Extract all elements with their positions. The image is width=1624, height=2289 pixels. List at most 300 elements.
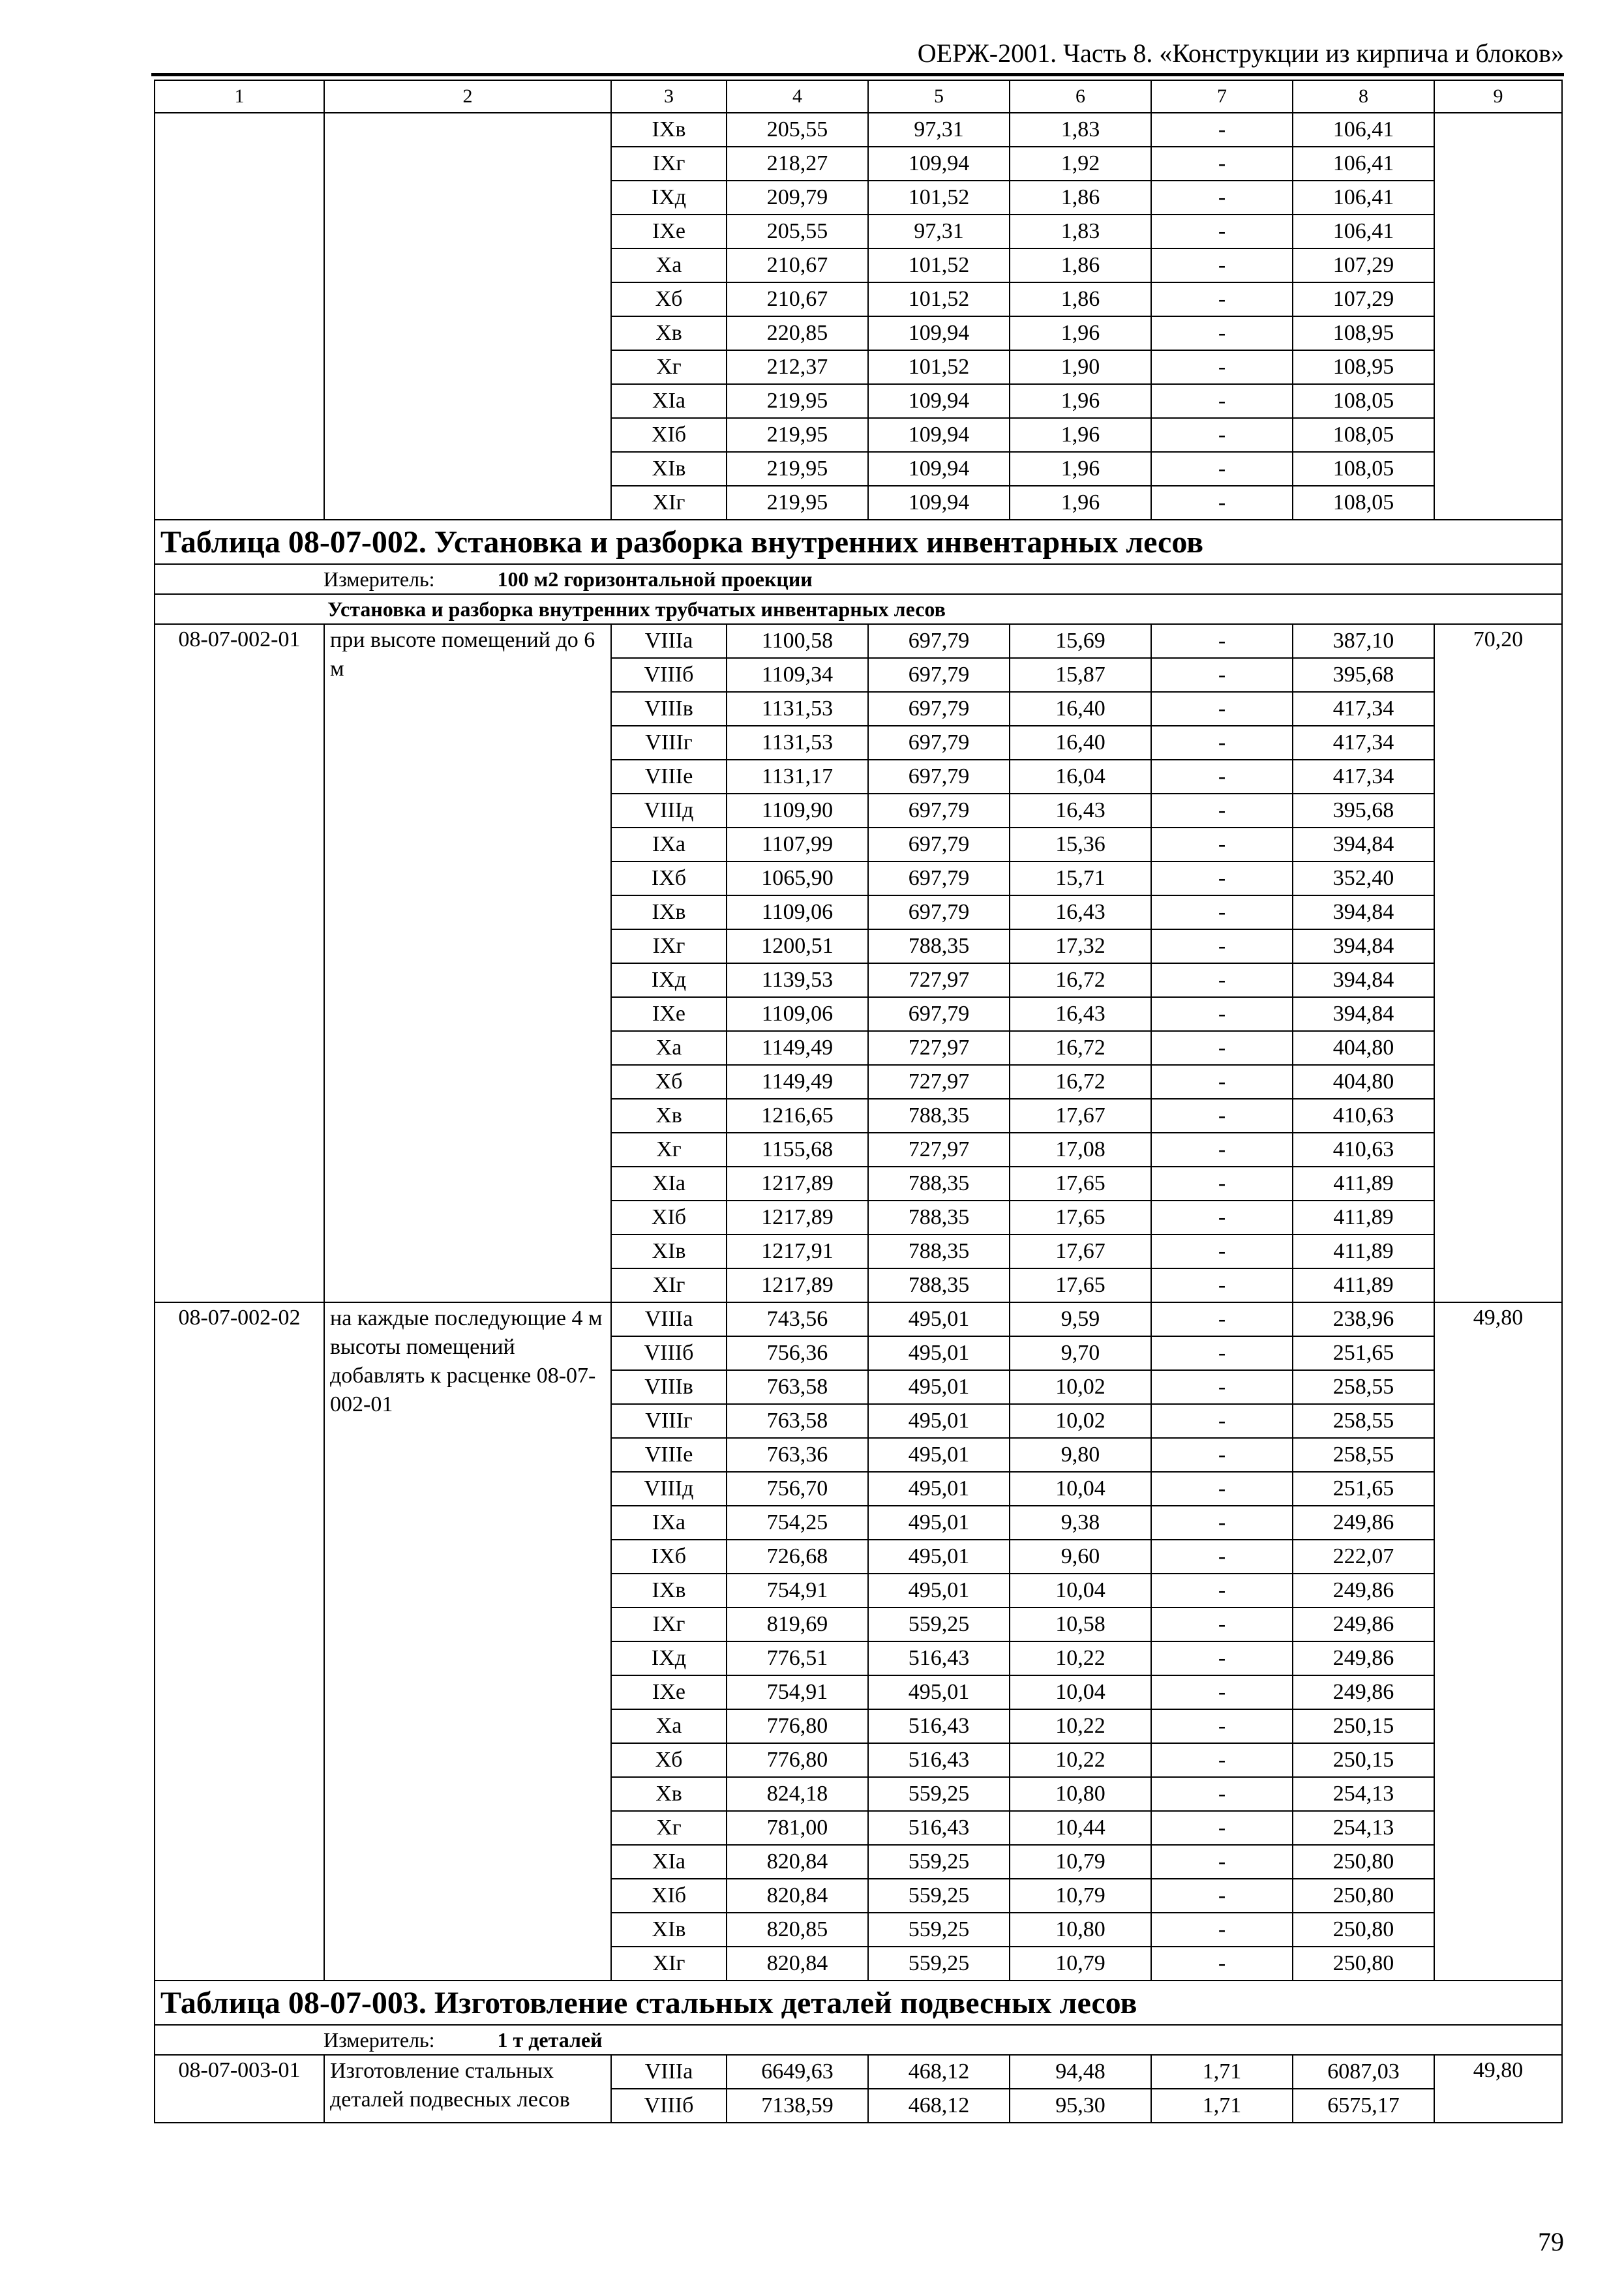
- materials-cost-cell: 108,05: [1293, 452, 1434, 486]
- table-title: [155, 1981, 1562, 2025]
- machine-cost-cell: 10,22: [1010, 1709, 1151, 1743]
- materials-cost-cell: 395,68: [1293, 658, 1434, 692]
- zone-cell: IXе: [611, 997, 727, 1031]
- direct-cost-cell: 820,84: [727, 1845, 868, 1879]
- machine-cost-cell: 10,79: [1010, 1879, 1151, 1913]
- direct-cost-cell: 763,36: [727, 1438, 868, 1472]
- labor-cost-cell: 697,79: [868, 828, 1010, 861]
- machine-cost-cell: 16,72: [1010, 1031, 1151, 1065]
- labor-cost-cell: 109,94: [868, 418, 1010, 452]
- machine-cost-cell: 15,87: [1010, 658, 1151, 692]
- machine-wage-cell: -: [1151, 929, 1293, 963]
- measure-unit-row: [155, 564, 1562, 594]
- machine-wage-cell: -: [1151, 113, 1293, 147]
- materials-cost-cell: 394,84: [1293, 963, 1434, 997]
- machine-cost-cell: 1,86: [1010, 282, 1151, 316]
- zone-cell: VIIIг: [611, 726, 727, 760]
- machine-wage-cell: -: [1151, 1913, 1293, 1947]
- direct-cost-cell: 1109,06: [727, 997, 868, 1031]
- labor-hours-cell: 70,20: [1434, 624, 1562, 1302]
- direct-cost-cell: 1109,06: [727, 895, 868, 929]
- materials-cost-cell: 106,41: [1293, 147, 1434, 181]
- direct-cost-cell: 1217,89: [727, 1201, 868, 1234]
- machine-wage-cell: 1,71: [1151, 2089, 1293, 2123]
- materials-cost-cell: 251,65: [1293, 1336, 1434, 1370]
- machine-cost-cell: 1,86: [1010, 181, 1151, 215]
- zone-cell: VIIIа: [611, 1302, 727, 1336]
- direct-cost-cell: 219,95: [727, 418, 868, 452]
- labor-cost-cell: 516,43: [868, 1709, 1010, 1743]
- direct-cost-cell: 1149,49: [727, 1065, 868, 1099]
- machine-cost-cell: 1,96: [1010, 486, 1151, 520]
- rate-code: 08-07-002-02: [155, 1302, 324, 1981]
- direct-cost-cell: 210,67: [727, 282, 868, 316]
- labor-cost-cell: 727,97: [868, 1065, 1010, 1099]
- measure-value: 1 т деталей: [497, 2027, 603, 2052]
- materials-cost-cell: 417,34: [1293, 692, 1434, 726]
- machine-cost-cell: 17,67: [1010, 1099, 1151, 1133]
- direct-cost-cell: 754,25: [727, 1506, 868, 1540]
- zone-cell: Xа: [611, 248, 727, 282]
- materials-cost-cell: 249,86: [1293, 1675, 1434, 1709]
- zone-cell: Xб: [611, 282, 727, 316]
- labor-cost-cell: 788,35: [868, 1234, 1010, 1268]
- labor-cost-cell: 516,43: [868, 1811, 1010, 1845]
- materials-cost-cell: 417,34: [1293, 726, 1434, 760]
- machine-wage-cell: -: [1151, 895, 1293, 929]
- zone-cell: VIIIе: [611, 760, 727, 794]
- materials-cost-cell: 254,13: [1293, 1777, 1434, 1811]
- zone-cell: IXе: [611, 215, 727, 248]
- materials-cost-cell: 258,55: [1293, 1370, 1434, 1404]
- rate-code: 08-07-002-01: [155, 624, 324, 1302]
- labor-cost-cell: 97,31: [868, 113, 1010, 147]
- labor-cost-cell: 697,79: [868, 997, 1010, 1031]
- machine-wage-cell: -: [1151, 248, 1293, 282]
- materials-cost-cell: 250,80: [1293, 1947, 1434, 1981]
- zone-cell: XIг: [611, 1947, 727, 1981]
- direct-cost-cell: 1155,68: [727, 1133, 868, 1167]
- zone-cell: Xв: [611, 1777, 727, 1811]
- measure-label: Измеритель:: [323, 567, 435, 591]
- zone-cell: IXа: [611, 828, 727, 861]
- zone-cell: Xг: [611, 1133, 727, 1167]
- zone-cell: IXв: [611, 113, 727, 147]
- rate-code: [155, 113, 324, 520]
- machine-wage-cell: -: [1151, 692, 1293, 726]
- direct-cost-cell: 820,85: [727, 1913, 868, 1947]
- labor-cost-cell: 727,97: [868, 1031, 1010, 1065]
- rates-table: [154, 80, 1563, 2123]
- machine-cost-cell: 1,83: [1010, 113, 1151, 147]
- machine-cost-cell: 10,04: [1010, 1675, 1151, 1709]
- table-title: [155, 520, 1562, 564]
- machine-cost-cell: 1,92: [1010, 147, 1151, 181]
- direct-cost-cell: 1217,91: [727, 1234, 868, 1268]
- zone-cell: XIа: [611, 384, 727, 418]
- direct-cost-cell: 1109,90: [727, 794, 868, 828]
- zone-cell: VIIIд: [611, 1472, 727, 1506]
- direct-cost-cell: 205,55: [727, 215, 868, 248]
- machine-wage-cell: -: [1151, 1201, 1293, 1234]
- machine-wage-cell: -: [1151, 726, 1293, 760]
- labor-cost-cell: 101,52: [868, 282, 1010, 316]
- materials-cost-cell: 394,84: [1293, 895, 1434, 929]
- direct-cost-cell: 726,68: [727, 1540, 868, 1574]
- zone-cell: Xг: [611, 350, 727, 384]
- labor-cost-cell: 516,43: [868, 1743, 1010, 1777]
- materials-cost-cell: 404,80: [1293, 1065, 1434, 1099]
- machine-cost-cell: 17,32: [1010, 929, 1151, 963]
- machine-cost-cell: 9,60: [1010, 1540, 1151, 1574]
- machine-wage-cell: -: [1151, 1438, 1293, 1472]
- direct-cost-cell: 756,36: [727, 1336, 868, 1370]
- measure-unit-row: [155, 2025, 1562, 2055]
- direct-cost-cell: 205,55: [727, 113, 868, 147]
- direct-cost-cell: 1216,65: [727, 1099, 868, 1133]
- machine-cost-cell: 16,72: [1010, 963, 1151, 997]
- machine-wage-cell: -: [1151, 1811, 1293, 1845]
- labor-cost-cell: 109,94: [868, 486, 1010, 520]
- page-number: 79: [1538, 2227, 1564, 2256]
- machine-wage-cell: 1,71: [1151, 2055, 1293, 2089]
- machine-cost-cell: 1,90: [1010, 350, 1151, 384]
- materials-cost-cell: 107,29: [1293, 282, 1434, 316]
- labor-cost-cell: 495,01: [868, 1370, 1010, 1404]
- machine-wage-cell: -: [1151, 1608, 1293, 1641]
- labor-cost-cell: 559,25: [868, 1845, 1010, 1879]
- machine-cost-cell: 10,44: [1010, 1811, 1151, 1845]
- zone-cell: XIб: [611, 1879, 727, 1913]
- machine-wage-cell: -: [1151, 1641, 1293, 1675]
- machine-wage-cell: -: [1151, 1302, 1293, 1336]
- labor-cost-cell: 697,79: [868, 895, 1010, 929]
- labor-cost-cell: 559,25: [868, 1947, 1010, 1981]
- zone-cell: VIIIг: [611, 1404, 727, 1438]
- materials-cost-cell: 394,84: [1293, 929, 1434, 963]
- materials-cost-cell: 108,95: [1293, 316, 1434, 350]
- rate-description: при высоте помещений до 6 м: [324, 624, 611, 1302]
- direct-cost-cell: 820,84: [727, 1879, 868, 1913]
- direct-cost-cell: 756,70: [727, 1472, 868, 1506]
- materials-cost-cell: 258,55: [1293, 1438, 1434, 1472]
- direct-cost-cell: 219,95: [727, 384, 868, 418]
- machine-wage-cell: -: [1151, 181, 1293, 215]
- machine-wage-cell: -: [1151, 828, 1293, 861]
- labor-cost-cell: 697,79: [868, 794, 1010, 828]
- direct-cost-cell: 763,58: [727, 1370, 868, 1404]
- measure-unit: [155, 564, 1562, 594]
- labor-cost-cell: 495,01: [868, 1675, 1010, 1709]
- materials-cost-cell: 417,34: [1293, 760, 1434, 794]
- zone-cell: Xг: [611, 1811, 727, 1845]
- materials-cost-cell: 251,65: [1293, 1472, 1434, 1506]
- materials-cost-cell: 250,80: [1293, 1879, 1434, 1913]
- table-row: [155, 624, 1562, 658]
- zone-cell: Xа: [611, 1709, 727, 1743]
- machine-cost-cell: 94,48: [1010, 2055, 1151, 2089]
- materials-cost-cell: 249,86: [1293, 1641, 1434, 1675]
- materials-cost-cell: 108,05: [1293, 486, 1434, 520]
- column-number: 6: [1010, 80, 1151, 113]
- labor-cost-cell: 559,25: [868, 1608, 1010, 1641]
- direct-cost-cell: 219,95: [727, 486, 868, 520]
- zone-cell: XIа: [611, 1845, 727, 1879]
- machine-wage-cell: -: [1151, 1879, 1293, 1913]
- column-number: 5: [868, 80, 1010, 113]
- zone-cell: XIа: [611, 1167, 727, 1201]
- machine-wage-cell: -: [1151, 624, 1293, 658]
- labor-cost-cell: 495,01: [868, 1438, 1010, 1472]
- rate-code: 08-07-003-01: [155, 2055, 324, 2123]
- direct-cost-cell: 218,27: [727, 147, 868, 181]
- labor-cost-cell: 697,79: [868, 726, 1010, 760]
- zone-cell: VIIIв: [611, 1370, 727, 1404]
- direct-cost-cell: 819,69: [727, 1608, 868, 1641]
- zone-cell: IXг: [611, 147, 727, 181]
- machine-cost-cell: 15,71: [1010, 861, 1151, 895]
- labor-cost-cell: 727,97: [868, 963, 1010, 997]
- machine-cost-cell: 17,67: [1010, 1234, 1151, 1268]
- labor-hours-cell: 49,80: [1434, 1302, 1562, 1981]
- labor-cost-cell: 516,43: [868, 1641, 1010, 1675]
- machine-cost-cell: 10,58: [1010, 1608, 1151, 1641]
- labor-cost-cell: 788,35: [868, 1268, 1010, 1302]
- machine-cost-cell: 9,59: [1010, 1302, 1151, 1336]
- zone-cell: IXе: [611, 1675, 727, 1709]
- materials-cost-cell: 238,96: [1293, 1302, 1434, 1336]
- labor-cost-cell: 788,35: [868, 1099, 1010, 1133]
- column-number: 2: [324, 80, 611, 113]
- machine-wage-cell: -: [1151, 963, 1293, 997]
- materials-cost-cell: 395,68: [1293, 794, 1434, 828]
- labor-cost-cell: 101,52: [868, 350, 1010, 384]
- zone-cell: VIIIе: [611, 1438, 727, 1472]
- machine-cost-cell: 10,02: [1010, 1404, 1151, 1438]
- machine-wage-cell: -: [1151, 215, 1293, 248]
- table-row: [155, 113, 1562, 147]
- labor-cost-cell: 697,79: [868, 658, 1010, 692]
- machine-cost-cell: 10,02: [1010, 1370, 1151, 1404]
- labor-cost-cell: 697,79: [868, 692, 1010, 726]
- direct-cost-cell: 763,58: [727, 1404, 868, 1438]
- labor-cost-cell: 109,94: [868, 147, 1010, 181]
- direct-cost-cell: 212,37: [727, 350, 868, 384]
- labor-cost-cell: 495,01: [868, 1540, 1010, 1574]
- machine-cost-cell: 16,40: [1010, 726, 1151, 760]
- machine-cost-cell: 17,65: [1010, 1201, 1151, 1234]
- zone-cell: VIIIа: [611, 624, 727, 658]
- machine-wage-cell: -: [1151, 147, 1293, 181]
- materials-cost-cell: 411,89: [1293, 1201, 1434, 1234]
- machine-cost-cell: 10,04: [1010, 1472, 1151, 1506]
- materials-cost-cell: 249,86: [1293, 1506, 1434, 1540]
- machine-cost-cell: 10,80: [1010, 1913, 1151, 1947]
- machine-wage-cell: -: [1151, 1065, 1293, 1099]
- machine-wage-cell: -: [1151, 1099, 1293, 1133]
- direct-cost-cell: 781,00: [727, 1811, 868, 1845]
- machine-wage-cell: -: [1151, 384, 1293, 418]
- machine-cost-cell: 1,96: [1010, 418, 1151, 452]
- machine-wage-cell: -: [1151, 1268, 1293, 1302]
- labor-cost-cell: 788,35: [868, 1201, 1010, 1234]
- materials-cost-cell: 108,05: [1293, 418, 1434, 452]
- zone-cell: XIг: [611, 1268, 727, 1302]
- labor-cost-cell: 495,01: [868, 1336, 1010, 1370]
- machine-cost-cell: 16,72: [1010, 1065, 1151, 1099]
- direct-cost-cell: 220,85: [727, 316, 868, 350]
- measure-unit: [155, 2025, 1562, 2055]
- machine-wage-cell: -: [1151, 1336, 1293, 1370]
- machine-cost-cell: 16,43: [1010, 794, 1151, 828]
- labor-hours-cell: [1434, 113, 1562, 520]
- zone-cell: XIв: [611, 1234, 727, 1268]
- materials-cost-cell: 6087,03: [1293, 2055, 1434, 2089]
- header-rule: [151, 73, 1564, 76]
- materials-cost-cell: 106,41: [1293, 113, 1434, 147]
- direct-cost-cell: 1217,89: [727, 1167, 868, 1201]
- zone-cell: IXд: [611, 181, 727, 215]
- direct-cost-cell: 7138,59: [727, 2089, 868, 2123]
- machine-wage-cell: -: [1151, 997, 1293, 1031]
- table-title-text: Таблица 08-07-002. Установка и разборка внутренних инвентарных лесов: [160, 524, 1204, 560]
- materials-cost-cell: 254,13: [1293, 1811, 1434, 1845]
- labor-cost-cell: 468,12: [868, 2089, 1010, 2123]
- materials-cost-cell: 250,15: [1293, 1709, 1434, 1743]
- materials-cost-cell: 249,86: [1293, 1574, 1434, 1608]
- direct-cost-cell: 820,84: [727, 1947, 868, 1981]
- zone-cell: XIв: [611, 452, 727, 486]
- zone-cell: IXа: [611, 1506, 727, 1540]
- direct-cost-cell: 1131,53: [727, 692, 868, 726]
- direct-cost-cell: 824,18: [727, 1777, 868, 1811]
- materials-cost-cell: 411,89: [1293, 1167, 1434, 1201]
- zone-cell: IXг: [611, 1608, 727, 1641]
- machine-wage-cell: -: [1151, 1947, 1293, 1981]
- materials-cost-cell: 250,80: [1293, 1913, 1434, 1947]
- zone-cell: Xб: [611, 1065, 727, 1099]
- zone-cell: XIг: [611, 486, 727, 520]
- zone-cell: IXв: [611, 1574, 727, 1608]
- materials-cost-cell: 106,41: [1293, 215, 1434, 248]
- column-number: 8: [1293, 80, 1434, 113]
- machine-wage-cell: -: [1151, 1234, 1293, 1268]
- direct-cost-cell: 776,80: [727, 1743, 868, 1777]
- labor-cost-cell: 697,79: [868, 624, 1010, 658]
- machine-wage-cell: -: [1151, 316, 1293, 350]
- machine-wage-cell: -: [1151, 350, 1293, 384]
- direct-cost-cell: 210,67: [727, 248, 868, 282]
- materials-cost-cell: 6575,17: [1293, 2089, 1434, 2123]
- machine-cost-cell: 1,83: [1010, 215, 1151, 248]
- machine-wage-cell: -: [1151, 1031, 1293, 1065]
- machine-wage-cell: -: [1151, 1370, 1293, 1404]
- machine-cost-cell: 1,96: [1010, 384, 1151, 418]
- zone-cell: Xа: [611, 1031, 727, 1065]
- materials-cost-cell: 394,84: [1293, 828, 1434, 861]
- machine-wage-cell: -: [1151, 1777, 1293, 1811]
- machine-cost-cell: 10,79: [1010, 1947, 1151, 1981]
- zone-cell: VIIIб: [611, 1336, 727, 1370]
- direct-cost-cell: 754,91: [727, 1675, 868, 1709]
- machine-cost-cell: 9,70: [1010, 1336, 1151, 1370]
- subheading-text: Установка и разборка внутренних трубчатых инвентарных лесов: [327, 597, 946, 621]
- machine-cost-cell: 10,80: [1010, 1777, 1151, 1811]
- direct-cost-cell: 1109,34: [727, 658, 868, 692]
- materials-cost-cell: 387,10: [1293, 624, 1434, 658]
- labor-cost-cell: 495,01: [868, 1404, 1010, 1438]
- zone-cell: IXв: [611, 895, 727, 929]
- machine-wage-cell: -: [1151, 1472, 1293, 1506]
- table-title-row: [155, 520, 1562, 564]
- zone-cell: XIв: [611, 1913, 727, 1947]
- machine-wage-cell: -: [1151, 658, 1293, 692]
- materials-cost-cell: 410,63: [1293, 1099, 1434, 1133]
- zone-cell: IXб: [611, 861, 727, 895]
- direct-cost-cell: 776,80: [727, 1709, 868, 1743]
- materials-cost-cell: 411,89: [1293, 1268, 1434, 1302]
- direct-cost-cell: 1100,58: [727, 624, 868, 658]
- zone-cell: Xв: [611, 1099, 727, 1133]
- machine-cost-cell: 10,04: [1010, 1574, 1151, 1608]
- rate-description: Изготовление стальных деталей подвесных лесов: [324, 2055, 611, 2123]
- machine-cost-cell: 1,86: [1010, 248, 1151, 282]
- labor-cost-cell: 468,12: [868, 2055, 1010, 2089]
- labor-cost-cell: 697,79: [868, 760, 1010, 794]
- machine-wage-cell: -: [1151, 1845, 1293, 1879]
- machine-wage-cell: -: [1151, 452, 1293, 486]
- machine-cost-cell: 15,36: [1010, 828, 1151, 861]
- materials-cost-cell: 249,86: [1293, 1608, 1434, 1641]
- zone-cell: VIIIд: [611, 794, 727, 828]
- labor-cost-cell: 559,25: [868, 1879, 1010, 1913]
- zone-cell: IXд: [611, 1641, 727, 1675]
- zone-cell: IXд: [611, 963, 727, 997]
- column-number: 1: [155, 80, 324, 113]
- table-row: [155, 2055, 1562, 2089]
- machine-cost-cell: 10,22: [1010, 1641, 1151, 1675]
- labor-cost-cell: 101,52: [868, 181, 1010, 215]
- column-number-row: [155, 80, 1562, 113]
- materials-cost-cell: 404,80: [1293, 1031, 1434, 1065]
- labor-cost-cell: 97,31: [868, 215, 1010, 248]
- materials-cost-cell: 258,55: [1293, 1404, 1434, 1438]
- machine-cost-cell: 10,79: [1010, 1845, 1151, 1879]
- materials-cost-cell: 108,95: [1293, 350, 1434, 384]
- machine-cost-cell: 17,65: [1010, 1167, 1151, 1201]
- machine-cost-cell: 1,96: [1010, 316, 1151, 350]
- column-number: 4: [727, 80, 868, 113]
- column-number: 3: [611, 80, 727, 113]
- machine-cost-cell: 1,96: [1010, 452, 1151, 486]
- machine-wage-cell: -: [1151, 760, 1293, 794]
- zone-cell: IXг: [611, 929, 727, 963]
- zone-cell: VIIIв: [611, 692, 727, 726]
- machine-wage-cell: -: [1151, 1743, 1293, 1777]
- machine-wage-cell: -: [1151, 282, 1293, 316]
- table-title-row: [155, 1981, 1562, 2025]
- direct-cost-cell: 754,91: [727, 1574, 868, 1608]
- zone-cell: VIIIб: [611, 658, 727, 692]
- direct-cost-cell: 6649,63: [727, 2055, 868, 2089]
- machine-wage-cell: -: [1151, 794, 1293, 828]
- zone-cell: IXб: [611, 1540, 727, 1574]
- direct-cost-cell: 1131,53: [727, 726, 868, 760]
- machine-cost-cell: 15,69: [1010, 624, 1151, 658]
- machine-wage-cell: -: [1151, 1709, 1293, 1743]
- labor-cost-cell: 109,94: [868, 316, 1010, 350]
- machine-wage-cell: -: [1151, 1404, 1293, 1438]
